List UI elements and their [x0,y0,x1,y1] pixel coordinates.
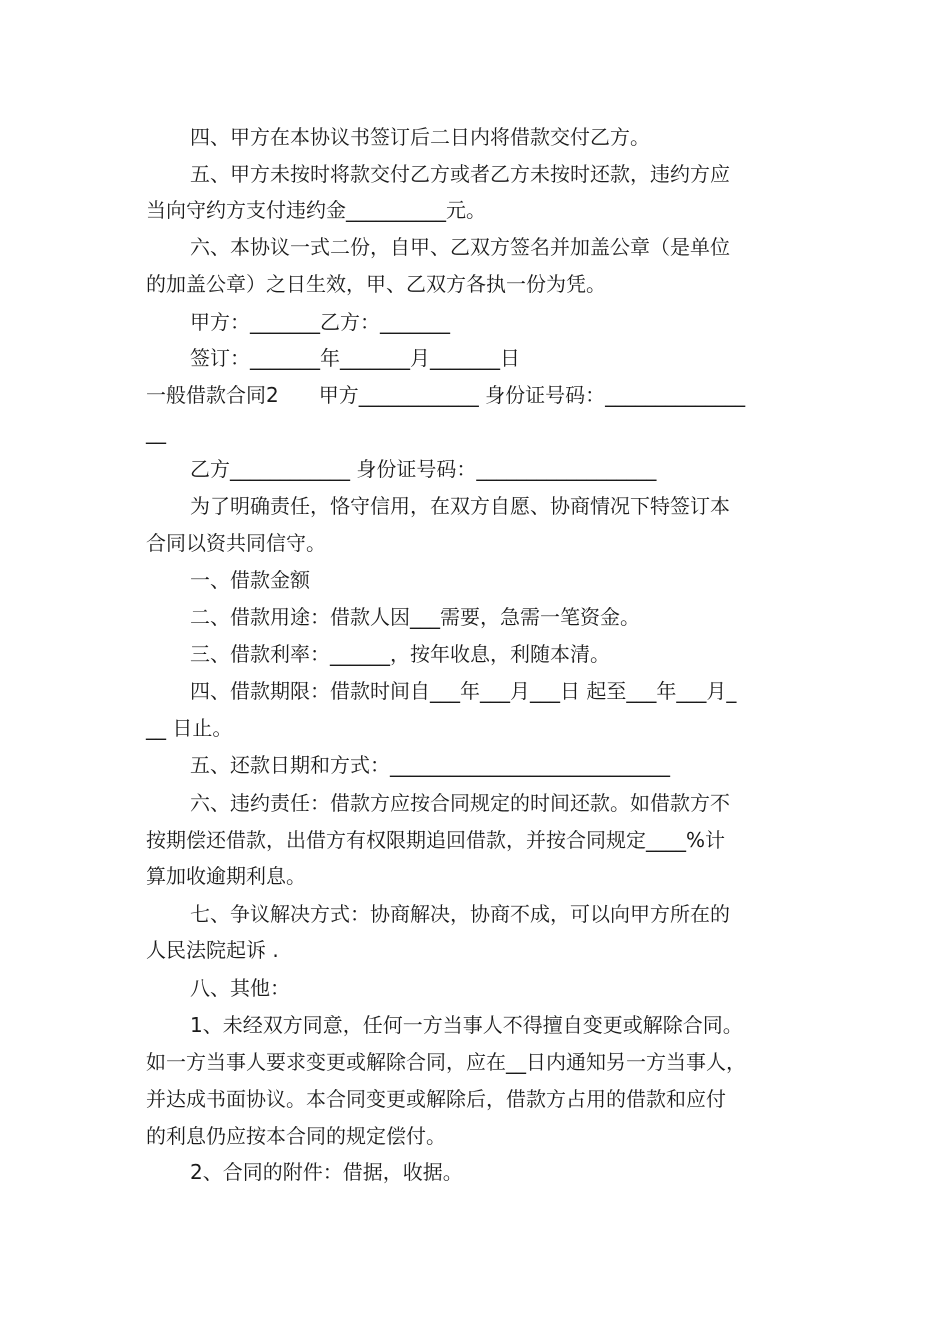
clause-6-line-2: 的加盖公章）之日生效，甲、乙双方各执一份为凭。 [146,272,606,296]
contract-2-heading-line: 一般借款合同2 甲方____________ 身份证号码：______________ [146,383,746,407]
interest-rate-line: 三、借款利率：______，按年收息，利随本清。 [190,642,610,666]
party-signature-line: 甲方：_______乙方：_______ [190,310,450,334]
clause-5-line-2: 当向守约方支付违约金__________元。 [146,198,486,222]
clause-5-line-1: 五、甲方未按时将款交付乙方或者乙方未按时还款，违约方应 [190,162,730,186]
clause-6-line-1: 六、本协议一式二份，自甲、乙双方签名并加盖公章（是单位 [190,235,730,259]
loan-term-line-1: 四、借款期限：借款时间自___年___月___日 起至___年___月_ [190,679,737,703]
dispute-line-1: 七、争议解决方式：协商解决，协商不成，可以向甲方所在的 [190,902,730,926]
liability-line-3: 算加收逾期利息。 [146,864,306,888]
loan-term-line-2: __ 日止。 [146,716,233,740]
signing-date-line: 签订：_______年_______月_______日 [190,346,520,370]
other-item-1-line-3: 并达成书面协议。本合同变更或解除后，借款方占用的借款和应付 [146,1087,726,1111]
contract-2-heading-continuation: __ [146,420,166,444]
other-heading-line: 八、其他： [190,976,290,1000]
repayment-line: 五、还款日期和方式：____________________________ [190,753,670,777]
other-item-1-line-2: 如一方当事人要求变更或解除合同，应在__日内通知另一方当事人， [146,1050,746,1074]
liability-line-2: 按期偿还借款，出借方有权限期追回借款，并按合同规定____%计 [146,828,726,852]
preamble-line-1: 为了明确责任，恪守信用，在双方自愿、协商情况下特签订本 [190,494,730,518]
other-item-1-line-1: 1、未经双方同意，任何一方当事人不得擅自变更或解除合同。 [190,1013,743,1037]
loan-amount-line: 一、借款金额 [190,568,310,592]
other-item-1-line-4: 的利息仍应按本合同的规定偿付。 [146,1124,446,1148]
preamble-line-2: 合同以资共同信守。 [146,531,326,555]
party-b-line: 乙方____________ 身份证号码：__________________ [190,457,657,481]
liability-line-1: 六、违约责任：借款方应按合同规定的时间还款。如借款方不 [190,791,730,815]
dispute-line-2: 人民法院起诉 . [146,938,279,962]
loan-purpose-line: 二、借款用途：借款人因___需要，急需一笔资金。 [190,605,640,629]
other-item-2-line: 2、合同的附件：借据，收据。 [190,1160,463,1184]
clause-4-line: 四、甲方在本协议书签订后二日内将借款交付乙方。 [190,125,650,149]
